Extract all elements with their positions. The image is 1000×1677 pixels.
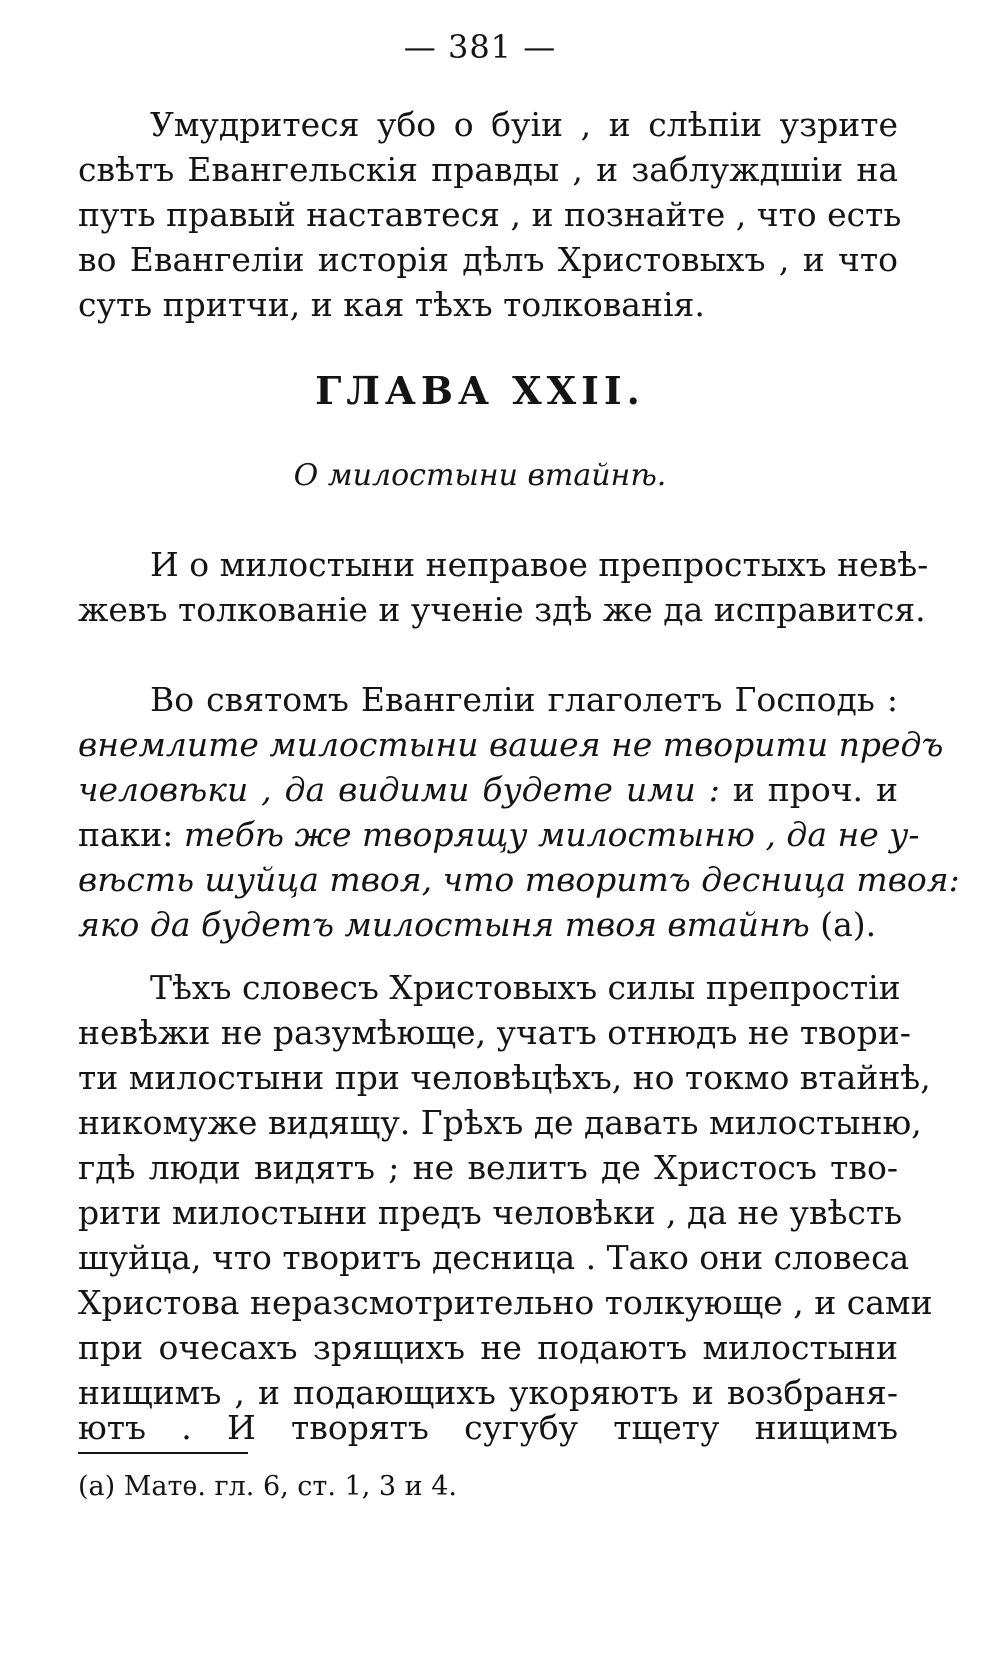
paragraph-4-line-1: Тѣхъ словесъ Христовыхъ силы препростіи xyxy=(150,968,901,1007)
paragraph-3-line-6 xyxy=(78,905,898,945)
paragraph-1-line-4: во Евангеліи исторія дѣлъ Христовыхъ , и что xyxy=(78,240,898,279)
paragraph-3-line-3 xyxy=(78,770,898,810)
footnote-reference: (а). xyxy=(809,905,877,944)
paragraph-4-line-7: шуйца, что творитъ десница . Тако они словеса xyxy=(78,1238,910,1277)
scripture-quote: тебѣ же творящу милостыню , да не у- xyxy=(183,815,920,854)
footnote: (а) Матѳ. гл. 6, ст. 1, 3 и 4. xyxy=(78,1471,457,1502)
paragraph-3-line-5: вѣсть шуйца твоя, что творитъ десница твоя: xyxy=(78,860,960,899)
paragraph-4-line-4: никомуже видящу. Грѣхъ де давать милостыню, xyxy=(78,1103,922,1142)
paragraph-3-line-4 xyxy=(78,815,920,855)
paragraph-3-line-1: Во святомъ Евангеліи глаголетъ Господь : xyxy=(150,680,898,719)
paragraph-4-line-5: гдѣ люди видятъ ; не велитъ де Христосъ тво- xyxy=(78,1148,898,1187)
paragraph-4-line-2: невѣжи не разумѣюще, учатъ отнюдъ не твори- xyxy=(78,1013,911,1052)
paragraph-1-line-1: Умудритеся убо о буіи , и слѣпіи узрите xyxy=(150,105,898,144)
scripture-quote: яко да будетъ милостыня твоя втайнѣ xyxy=(78,905,810,944)
chapter-subtitle: О милостыни втайнѣ. xyxy=(293,458,667,493)
paragraph-4-line-11: ютъ . И творятъ сугубу тщету нищимъ xyxy=(78,1408,898,1447)
paragraph-4-line-6: рити милостыни предъ человѣки , да не увѣсть xyxy=(78,1193,903,1232)
paragraph-2-line-1: И о милостыни неправое препростыхъ невѣ- xyxy=(150,545,929,584)
paragraph-4-line-10: нищимъ , и подающихъ укоряютъ и возбраня- xyxy=(78,1373,898,1412)
scripture-quote: человѣки , да видими будете ими : xyxy=(78,770,720,809)
paragraph-2-line-2: жевъ толкованіе и ученіе здѣ же да исправится. xyxy=(78,590,926,629)
paragraph-4-line-9: при очесахъ зрящихъ не подаютъ милостыни xyxy=(78,1328,898,1367)
text-run: паки: xyxy=(78,815,184,854)
footnote-divider xyxy=(78,1452,248,1454)
page-number: — 381 — xyxy=(403,28,557,66)
paragraph-1-line-3: путь правый наставтеся , и познайте , что есть xyxy=(78,195,902,234)
paragraph-1-line-5: суть притчи, и кая тѣхъ толкованія. xyxy=(78,285,705,324)
paragraph-3-line-2: внемлите милостыни вашея не творити предъ xyxy=(78,725,944,764)
text-run: и проч. и xyxy=(719,770,898,809)
paragraph-4-line-8: Христова неразсмотрительно толкующе , и сами xyxy=(78,1283,933,1322)
paragraph-1-line-2: свѣтъ Евангельскія правды , и заблуждшіи на xyxy=(78,150,898,189)
chapter-heading: ГЛАВА XXII. xyxy=(315,368,645,413)
paragraph-4-line-3: ти милостыни при человѣцѣхъ, но токмо втайнѣ, xyxy=(78,1058,931,1097)
